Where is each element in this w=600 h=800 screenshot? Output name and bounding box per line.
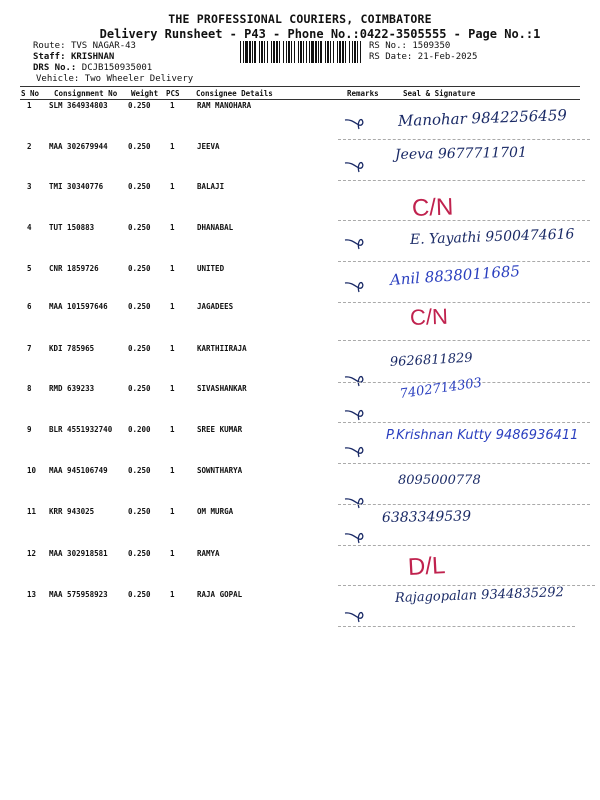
signature: P.Krishnan Kutty 9486936411: [386, 428, 579, 443]
sno-cell: 6: [27, 302, 32, 311]
pcs-cell: 1: [170, 101, 175, 110]
weight-cell: 0.250: [128, 101, 151, 110]
sno-cell: 5: [27, 264, 32, 273]
row-separator: [338, 180, 585, 181]
staff-value: KRISHNAN: [70, 52, 115, 62]
remark-tick-icon: [343, 406, 367, 422]
rs-date-value: 21-Feb-2025: [417, 52, 478, 62]
remark-tick-icon: [343, 443, 367, 459]
signature: 9626811829: [389, 350, 473, 370]
signature: Manohar 9842256459: [397, 106, 568, 130]
sno-cell: 8: [27, 384, 32, 393]
signature: 7402714303: [398, 375, 483, 402]
table-row: [0, 261, 600, 304]
consignment-cell: MAA 302679944: [49, 142, 108, 151]
rs-date-line: [369, 52, 477, 62]
consignee-cell: RAMYA: [197, 549, 220, 558]
consignment-cell: TUT 150883: [49, 223, 95, 232]
sno-cell: 12: [27, 549, 37, 558]
weight-cell: 0.250: [128, 264, 151, 273]
pcs-cell: 1: [170, 384, 175, 393]
rs-no-label: RS No.:: [369, 41, 407, 51]
weight-cell: 0.250: [128, 507, 151, 516]
table-row: [0, 375, 600, 424]
rs-no-value: 1509350: [412, 41, 451, 51]
header-top-rule: [20, 86, 580, 87]
header-bottom-rule: [20, 99, 580, 100]
consignee-cell: SREE KUMAR: [197, 425, 243, 434]
weight-cell: 0.200: [128, 425, 151, 434]
sno-cell: 3: [27, 182, 32, 191]
remark-tick-icon: [343, 529, 367, 545]
signature: Anil 8838011685: [389, 261, 521, 289]
sno-cell: 2: [27, 142, 32, 151]
weight-cell: 0.250: [128, 384, 151, 393]
pcs-cell: 1: [170, 302, 175, 311]
sno-cell: 10: [27, 466, 37, 475]
row-separator: [338, 139, 590, 140]
pcs-cell: 1: [170, 590, 175, 599]
consignment-cell: KDI 785965: [49, 344, 95, 353]
route-line: [33, 41, 136, 51]
rs-date-label: RS Date:: [369, 52, 413, 62]
consignee-cell: RAJA GOPAL: [197, 590, 243, 599]
weight-cell: 0.250: [128, 142, 151, 151]
signature: C/N: [411, 193, 454, 222]
consignment-cell: BLR 4551932740: [49, 425, 113, 434]
signature: 6383349539: [381, 508, 472, 526]
weight-cell: 0.250: [128, 590, 151, 599]
remark-tick-icon: [343, 235, 367, 251]
pcs-cell: 1: [170, 142, 175, 151]
pcs-cell: 1: [170, 507, 175, 516]
sno-cell: 11: [27, 507, 37, 516]
table-row: [0, 302, 600, 342]
consignment-cell: TMI 30340776: [49, 182, 104, 191]
table-row: [0, 585, 600, 628]
sno-cell: 7: [27, 344, 32, 353]
consignee-cell: DHANABAL: [197, 223, 234, 232]
row-separator: [338, 504, 590, 505]
consignment-cell: MAA 945106749: [49, 466, 108, 475]
consignee-cell: OM MURGA: [197, 507, 234, 516]
pcs-cell: 1: [170, 182, 175, 191]
drs-label: DRS No.:: [33, 63, 77, 73]
runsheet-subtitle: Delivery Runsheet - P43 - Phone No.:0422-3505555 - Page No.:1: [99, 27, 541, 41]
sno-cell: 13: [27, 590, 37, 599]
sno-cell: 1: [27, 101, 32, 110]
route-label: Route:: [33, 41, 66, 51]
table-row: [0, 101, 600, 141]
table-row: [0, 223, 600, 263]
consignment-cell: CNR 1859726: [49, 264, 99, 273]
vehicle-line: [36, 74, 193, 84]
weight-cell: 0.250: [128, 549, 151, 558]
consignee-cell: SOWNTHARYA: [197, 466, 243, 475]
staff-line: [33, 52, 114, 62]
signature: E. Yayathi 9500474616: [409, 226, 575, 248]
staff-label: Staff:: [33, 52, 66, 62]
consignment-cell: SLM 364934803: [49, 101, 108, 110]
sno-cell: 9: [27, 425, 32, 434]
rs-no-line: [369, 41, 450, 51]
pcs-cell: 1: [170, 549, 175, 558]
remark-tick-icon: [343, 278, 367, 294]
weight-cell: 0.250: [128, 182, 151, 191]
vehicle-value: Two Wheeler Delivery: [84, 74, 194, 84]
consignee-cell: JEEVA: [197, 142, 220, 151]
pcs-cell: 1: [170, 264, 175, 273]
company-title: THE PROFESSIONAL COURIERS, COIMBATORE: [168, 12, 432, 26]
vehicle-label: Vehicle:: [36, 74, 80, 84]
row-separator: [338, 463, 590, 464]
consignee-cell: KARTHIIRAJA: [197, 344, 247, 353]
route-value: TVS NAGAR-43: [70, 41, 136, 51]
signature: Rajagopalan 9344835292: [394, 585, 565, 606]
col-seal: Seal & Signature: [403, 89, 476, 98]
signature: 8095000778: [398, 473, 481, 488]
consignee-cell: BALAJI: [197, 182, 225, 191]
remark-tick-icon: [343, 608, 367, 624]
col-remarks: Remarks: [347, 89, 379, 98]
drs-value: DCJB150935001: [81, 63, 153, 73]
col-sno: S No: [21, 89, 40, 98]
pcs-cell: 1: [170, 466, 175, 475]
consignment-cell: MAA 101597646: [49, 302, 108, 311]
weight-cell: 0.250: [128, 466, 151, 475]
row-separator: [338, 220, 590, 221]
remark-tick-icon: [343, 158, 367, 174]
weight-cell: 0.250: [128, 344, 151, 353]
consignment-cell: MAA 302918581: [49, 549, 108, 558]
weight-cell: 0.250: [128, 223, 151, 232]
pcs-cell: 1: [170, 223, 175, 232]
drs-line: [33, 63, 152, 73]
consignee-cell: SIVASHANKAR: [197, 384, 247, 393]
pcs-cell: 1: [170, 425, 175, 434]
row-separator: [338, 422, 590, 423]
pcs-cell: 1: [170, 344, 175, 353]
consignment-cell: RMD 639233: [49, 384, 95, 393]
signature: C/N: [409, 303, 449, 330]
consignment-cell: MAA 575958923: [49, 590, 108, 599]
consignment-cell: KRR 943025: [49, 507, 95, 516]
table-row: [0, 425, 600, 465]
barcode: [240, 41, 364, 63]
weight-cell: 0.250: [128, 302, 151, 311]
remark-tick-icon: [343, 115, 367, 131]
col-consignment: Consignment No: [54, 89, 118, 98]
row-separator: [338, 626, 575, 627]
consignee-cell: JAGADEES: [197, 302, 234, 311]
consignee-cell: UNITED: [197, 264, 225, 273]
col-weight: Weight: [131, 89, 159, 98]
table-row: [0, 142, 600, 182]
table-row: [0, 466, 600, 506]
consignee-cell: RAM MANOHARA: [197, 101, 252, 110]
table-row: [0, 547, 600, 587]
table-row: [0, 507, 600, 547]
col-consignee: Consignee Details: [196, 89, 273, 98]
signature: D/L: [407, 552, 446, 581]
table-row: [0, 182, 600, 222]
row-separator: [338, 340, 590, 341]
col-pcs: PCS: [166, 89, 180, 98]
signature: Jeeva 9677711701: [394, 144, 528, 163]
sno-cell: 4: [27, 223, 32, 232]
row-separator: [338, 545, 590, 546]
